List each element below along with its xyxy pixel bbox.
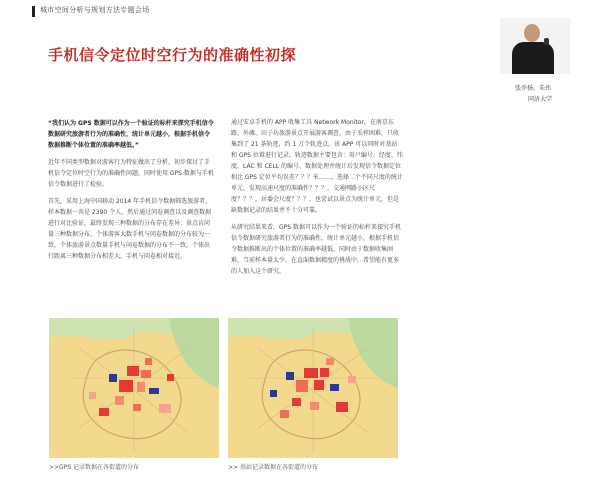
gps-map-graphic [49, 318, 219, 458]
article-title: 手机信令定位时空行为的准确性初探 [48, 46, 297, 64]
left-column [48, 118, 214, 268]
figure-caption-left: >>GPS 记录数据在各街道的分布 [49, 464, 140, 471]
figure-caption-right: >> 基站记录数据在各街道的分布 [228, 464, 318, 471]
cell-map-graphic [228, 318, 398, 458]
paragraph-1: 近年不同类型数据对游客行为特征做出了分析，初步探讨了手机信令定位时空行为的准确性问题，同时使用 GPS 数据与手机信令数据进行了检验。 [48, 159, 214, 188]
speaker-body [512, 42, 554, 74]
paragraph-2: 首先，采用上海中国移动 2014 年手机信令数据筛选旅游者，样本数据一共是 2390 个人，然后通过问卷调查以及调查数据进行对比验证，最终发现三种数据的分布存在差异：景点访问量三种数据分布，个体游客大数手机与问卷数据的分布较为一致，个体旅游景点数量手机与问卷数据的分布不一致，个体出行距离三种数据分布相差大，手机与问卷相对接近。 [48, 198, 212, 260]
microphone-icon [544, 38, 549, 45]
speaker-affiliation: 同济大学 [528, 96, 553, 103]
speaker-photo [500, 18, 570, 74]
paragraph-4: 从研究结果来看，GPS 数据可以作为一个验证的标杆来探究手机信令数据研究旅游者行为的准确性，统计单元越小，根据手机信令数据推断出的个体位置的准确率越低，同时由于数据收集困难，当前样本量太少，在直面数据精度的挑战中，希望能有更多的人加入这个研究。 [231, 224, 401, 275]
speaker-name: 张乔扬，朱玮 [515, 85, 552, 92]
paragraph-3: 通过安卓手机的 APP 收集工具 Network Monitor，在南京东路、外滩、田子坊旅游景点开展游客调查，由于采样困难，只收集到了 21 条轨迹，约 1 万个轨迹点。该 APP 可以同时对基站和 GPS 位置进行记录。轨迹数据主要包含：用户编号、经度、纬度、LAC 和 CELL 的编号，数据处理并统计后发现信令数据定位相比 GPS 定位平均误差？？？米……，选择二个不同尺度的统计单元，发现高速尺度的准确性？？？，交通网路小区尺度？？？，居委会尺度？？？，也尝试以景点为统计单元，但是缺数据记录的结果并不十分可靠。 [231, 119, 403, 214]
gps-distribution-map [49, 318, 219, 458]
cell-tower-distribution-map [228, 318, 398, 458]
right-column [231, 117, 403, 283]
running-header: 城市空间分析与规划方法专题会场 [40, 6, 150, 14]
pull-quote: “我们认为 GPS 数据可以作为一个验证的标杆来探究手机信令数据研究旅游者行为的准确性，统计单元越小，根据手机信令数据推断个体位置的准确率越低。” [48, 120, 214, 149]
header-bar [32, 6, 35, 17]
speaker-head [524, 24, 540, 42]
